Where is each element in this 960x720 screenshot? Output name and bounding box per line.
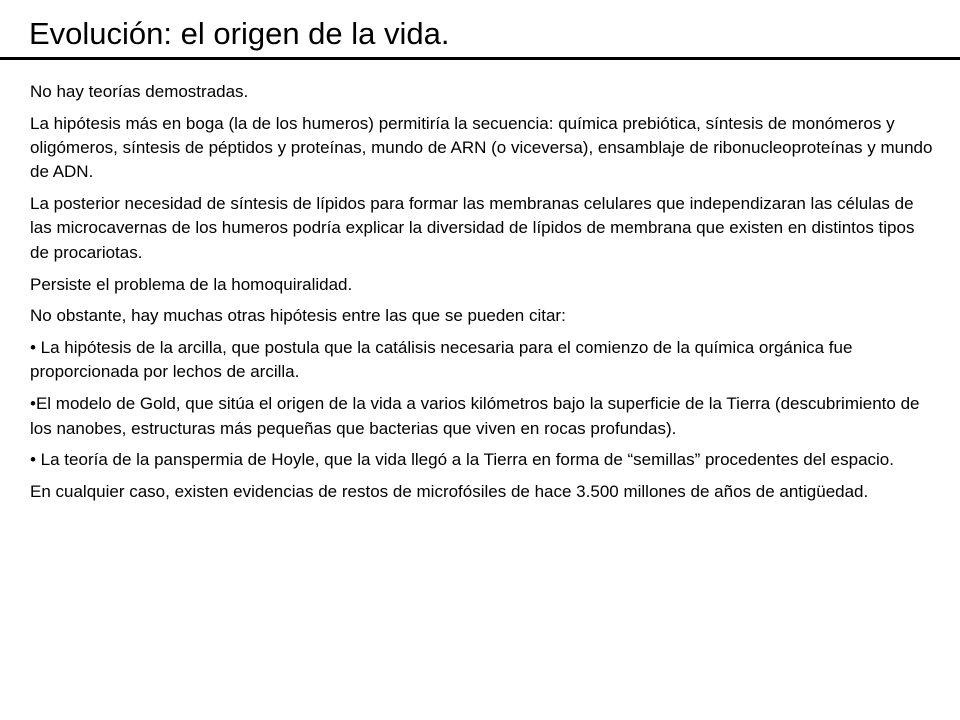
paragraph-lipids: La posterior necesidad de síntesis de lípidos para formar las membranas celulares que independizaran las células de las microcavernas de los humeros podría explicar la diversidad de lípidos de membrana que existen en distintos tipos de procariotas. bbox=[30, 194, 915, 262]
paragraph-microfossils: En cualquier caso, existen evidencias de restos de microfósiles de hace 3.500 millones de años de antigüedad. bbox=[30, 482, 869, 502]
bullet-gold-model: •El modelo de Gold, que sitúa el origen de la vida a varios kilómetros bajo la superficie de la Tierra (descubrimiento de los nanobes, estructuras más pequeñas que bacterias que viven en rocas profundas). bbox=[30, 394, 920, 438]
slide-title: Evolución: el origen de la vida. bbox=[29, 16, 450, 51]
bullet-clay-hypothesis: • La hipótesis de la arcilla, que postula que la catálisis necesaria para el comienzo de la química orgánica fue proporcionada por lechos de arcilla. bbox=[30, 338, 853, 382]
paragraph-homochirality: Persiste el problema de la homoquiralidad. bbox=[30, 274, 353, 294]
title-divider bbox=[0, 57, 960, 60]
slide-body bbox=[30, 80, 935, 512]
paragraph-hypothesis-humeros: La hipótesis más en boga (la de los humeros) permitiría la secuencia: química prebiótica, síntesis de monómeros y oligómeros, síntesis de péptidos y proteínas, mundo de ARN (o viceversa), ensamblaje de ribonucleoproteínas y mundo de ADN. bbox=[30, 113, 933, 182]
bullet-panspermia: • La teoría de la panspermia de Hoyle, que la vida llegó a la Tierra en forma de “semillas” procedentes del espacio. bbox=[30, 450, 894, 470]
paragraph-intro: No hay teorías demostradas. bbox=[30, 82, 249, 101]
paragraph-other-hypotheses: No obstante, hay muchas otras hipótesis entre las que se pueden citar: bbox=[30, 306, 566, 326]
